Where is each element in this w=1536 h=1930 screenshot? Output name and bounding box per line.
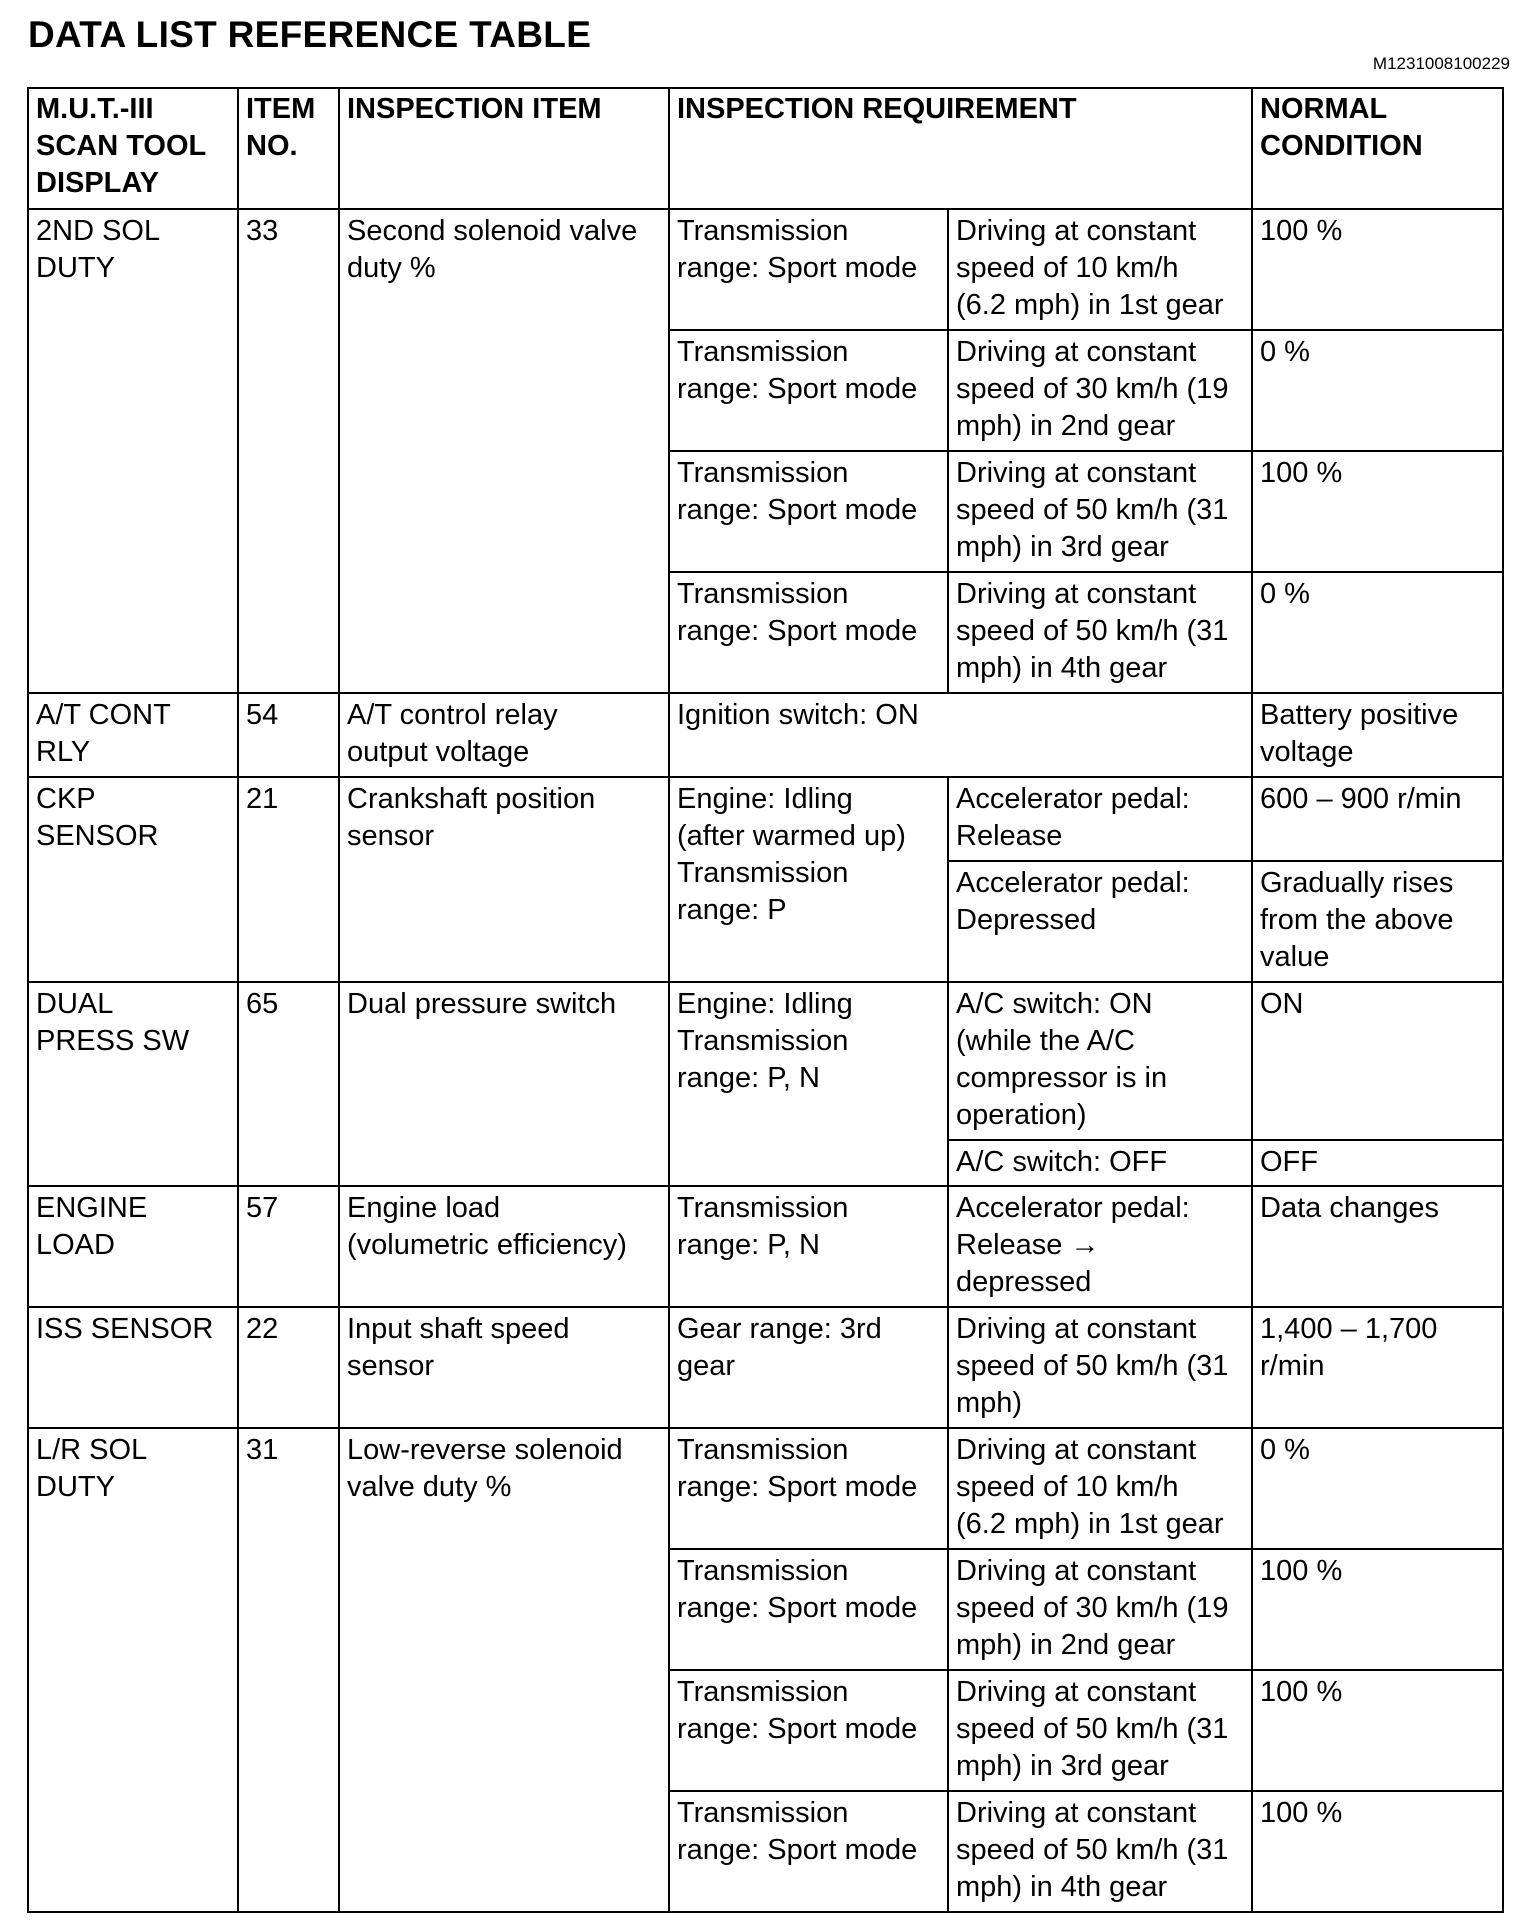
cell-inspection-item: Low-reverse solenoid valve duty % — [339, 1428, 669, 1912]
cell-normal-condition: 100 % — [1252, 1670, 1503, 1791]
cell-requirement-detail: Accelerator pedal: Depressed — [948, 861, 1252, 982]
cell-requirement-detail: Driving at constant speed of 10 km/h (6.2 mph) in 1st gear — [948, 1428, 1252, 1549]
cell-item-no: 31 — [238, 1428, 339, 1912]
table-row — [28, 1186, 1503, 1307]
cell-normal-condition: ON — [1252, 982, 1503, 1140]
table-row — [28, 693, 1503, 777]
table-row — [28, 209, 1503, 330]
page-title: DATA LIST REFERENCE TABLE — [28, 14, 592, 55]
cell-requirement: Engine: Idling (after warmed up) Transmission range: P — [669, 777, 948, 982]
cell-normal-condition: 100 % — [1252, 451, 1503, 572]
cell-normal-condition: 100 % — [1252, 209, 1503, 330]
cell-display: DUAL PRESS SW — [28, 982, 238, 1186]
cell-requirement-detail: Driving at constant speed of 50 km/h (31 mph) in 3rd gear — [948, 1670, 1252, 1791]
cell-requirement-detail: A/C switch: OFF — [948, 1140, 1252, 1186]
cell-requirement-detail: Driving at constant speed of 50 km/h (31 mph) in 4th gear — [948, 1791, 1252, 1912]
cell-inspection-item: Crankshaft position sensor — [339, 777, 669, 982]
document-id: M1231008100229 — [1372, 54, 1510, 73]
cell-requirement: Transmission range: P, N — [669, 1186, 948, 1307]
header-normal-condition: NORMAL CONDITION — [1252, 88, 1503, 209]
header-scan-tool-display: M.U.T.-III SCAN TOOL DISPLAY — [28, 88, 238, 209]
cell-inspection-item: Second solenoid valve duty % — [339, 209, 669, 693]
cell-requirement-detail: Driving at constant speed of 50 km/h (31 mph) in 3rd gear — [948, 451, 1252, 572]
cell-requirement: Transmission range: Sport mode — [669, 451, 948, 572]
data-list-table — [27, 87, 1504, 1913]
cell-normal-condition: 0 % — [1252, 330, 1503, 451]
cell-requirement: Transmission range: Sport mode — [669, 1549, 948, 1670]
cell-requirement: Transmission range: Sport mode — [669, 1428, 948, 1549]
cell-requirement-detail: Accelerator pedal: Release → depressed — [948, 1186, 1252, 1307]
cell-requirement-detail: Driving at constant speed of 50 km/h (31 mph) — [948, 1307, 1252, 1428]
cell-requirement-detail: Driving at constant speed of 30 km/h (19 mph) in 2nd gear — [948, 330, 1252, 451]
cell-display: ISS SENSOR — [28, 1307, 238, 1428]
cell-display: L/R SOL DUTY — [28, 1428, 238, 1912]
cell-normal-condition: 600 – 900 r/min — [1252, 777, 1503, 861]
cell-inspection-item: Dual pressure switch — [339, 982, 669, 1186]
cell-normal-condition: Gradually rises from the above value — [1252, 861, 1503, 982]
cell-requirement: Transmission range: Sport mode — [669, 1670, 948, 1791]
cell-inspection-item: Input shaft speed sensor — [339, 1307, 669, 1428]
cell-item-no: 65 — [238, 982, 339, 1186]
table-row — [28, 1428, 1503, 1549]
cell-requirement: Gear range: 3rd gear — [669, 1307, 948, 1428]
cell-requirement: Ignition switch: ON — [669, 693, 1252, 777]
cell-item-no: 21 — [238, 777, 339, 982]
header-inspection-item: INSPECTION ITEM — [339, 88, 669, 209]
cell-item-no: 22 — [238, 1307, 339, 1428]
cell-requirement: Transmission range: Sport mode — [669, 1791, 948, 1912]
cell-inspection-item: A/T control relay output voltage — [339, 693, 669, 777]
cell-display: A/T CONT RLY — [28, 693, 238, 777]
cell-normal-condition: 0 % — [1252, 1428, 1503, 1549]
table-header-row — [28, 88, 1503, 209]
cell-normal-condition: Battery positive voltage — [1252, 693, 1503, 777]
cell-requirement: Engine: Idling Transmission range: P, N — [669, 982, 948, 1186]
header-item-no: ITEM NO. — [238, 88, 339, 209]
cell-requirement: Transmission range: Sport mode — [669, 330, 948, 451]
table-row — [28, 1307, 1503, 1428]
header-inspection-requirement: INSPECTION REQUIREMENT — [669, 88, 1252, 209]
cell-item-no: 57 — [238, 1186, 339, 1307]
table-row — [28, 982, 1503, 1140]
cell-normal-condition: Data changes — [1252, 1186, 1503, 1307]
table-row — [28, 777, 1503, 861]
cell-normal-condition: 100 % — [1252, 1791, 1503, 1912]
cell-requirement: Transmission range: Sport mode — [669, 572, 948, 693]
cell-item-no: 33 — [238, 209, 339, 693]
cell-display: ENGINE LOAD — [28, 1186, 238, 1307]
cell-display: 2ND SOL DUTY — [28, 209, 238, 693]
cell-inspection-item: Engine load (volumetric efficiency) — [339, 1186, 669, 1307]
cell-requirement-detail: Driving at constant speed of 30 km/h (19 mph) in 2nd gear — [948, 1549, 1252, 1670]
cell-normal-condition: 100 % — [1252, 1549, 1503, 1670]
cell-normal-condition: 1,400 – 1,700 r/min — [1252, 1307, 1503, 1428]
cell-requirement: Transmission range: Sport mode — [669, 209, 948, 330]
cell-requirement-detail: Accelerator pedal: Release — [948, 777, 1252, 861]
cell-normal-condition: 0 % — [1252, 572, 1503, 693]
cell-requirement-detail: A/C switch: ON (while the A/C compressor is in operation) — [948, 982, 1252, 1140]
cell-requirement-detail: Driving at constant speed of 10 km/h (6.2 mph) in 1st gear — [948, 209, 1252, 330]
cell-requirement-detail: Driving at constant speed of 50 km/h (31 mph) in 4th gear — [948, 572, 1252, 693]
cell-display: CKP SENSOR — [28, 777, 238, 982]
cell-item-no: 54 — [238, 693, 339, 777]
cell-normal-condition: OFF — [1252, 1140, 1503, 1186]
